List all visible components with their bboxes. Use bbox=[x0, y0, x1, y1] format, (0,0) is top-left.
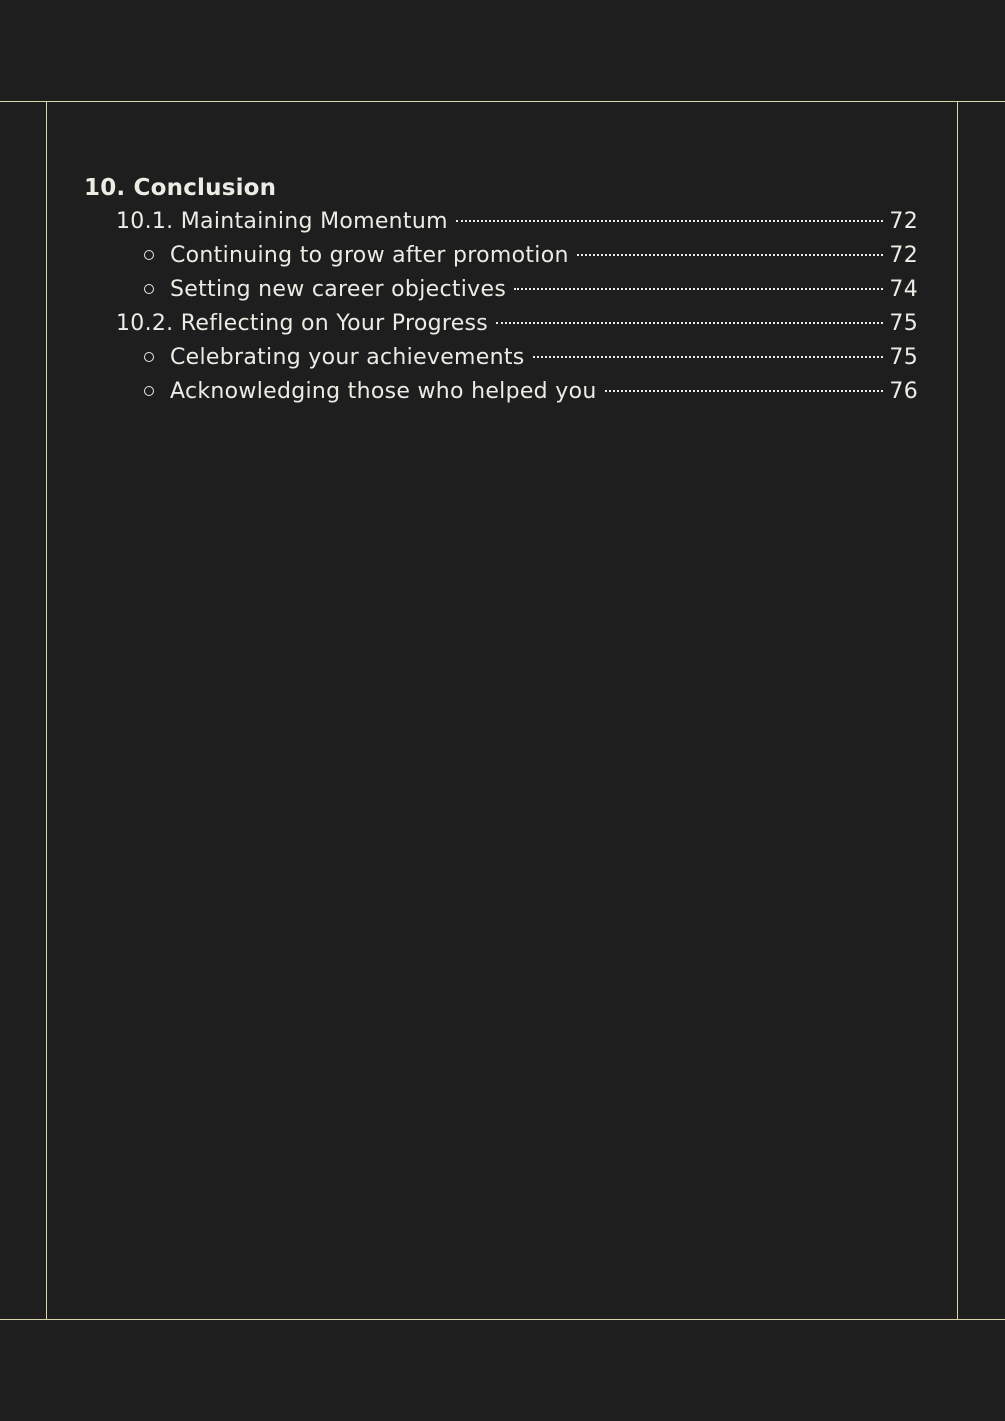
toc-entry-celebrating-achievements[interactable] bbox=[84, 341, 918, 375]
toc-entry-maintaining-momentum[interactable] bbox=[84, 205, 918, 239]
toc-dot-leader bbox=[456, 220, 884, 222]
toc-page-number: 76 bbox=[889, 379, 918, 404]
toc-dot-leader bbox=[605, 390, 884, 392]
table-of-contents bbox=[84, 171, 918, 409]
frame-top-rule bbox=[0, 101, 1005, 102]
circle-bullet-icon bbox=[144, 386, 154, 396]
toc-dot-leader bbox=[514, 288, 883, 290]
toc-entry-label: Continuing to grow after promotion bbox=[170, 243, 569, 268]
toc-entry-continuing-to-grow[interactable] bbox=[84, 239, 918, 273]
toc-page-number: 75 bbox=[889, 345, 918, 370]
toc-dot-leader bbox=[496, 322, 883, 324]
frame-right-rule bbox=[957, 101, 958, 1320]
toc-section-heading: 10. Conclusion bbox=[84, 175, 277, 201]
frame-bottom-rule bbox=[0, 1319, 1005, 1320]
circle-bullet-icon bbox=[144, 284, 154, 294]
toc-entry-label: 10.1. Maintaining Momentum bbox=[116, 209, 448, 234]
toc-entry-reflecting-progress[interactable] bbox=[84, 307, 918, 341]
toc-entry-acknowledging-helpers[interactable] bbox=[84, 375, 918, 409]
circle-bullet-icon bbox=[144, 250, 154, 260]
toc-entry-label: Celebrating your achievements bbox=[170, 345, 525, 370]
toc-dot-leader bbox=[533, 356, 884, 358]
toc-page-number: 72 bbox=[889, 209, 918, 234]
toc-entry-label: Setting new career objectives bbox=[170, 277, 507, 302]
toc-entry-label: Acknowledging those who helped you bbox=[170, 379, 597, 404]
toc-dot-leader bbox=[577, 254, 884, 256]
toc-page-number: 75 bbox=[889, 311, 918, 336]
frame-left-rule bbox=[46, 101, 47, 1320]
toc-page-number: 74 bbox=[889, 277, 918, 302]
toc-entry-label: 10.2. Reflecting on Your Progress bbox=[116, 311, 489, 336]
circle-bullet-icon bbox=[144, 352, 154, 362]
toc-page-number: 72 bbox=[889, 243, 918, 268]
toc-entry-setting-objectives[interactable] bbox=[84, 273, 918, 307]
